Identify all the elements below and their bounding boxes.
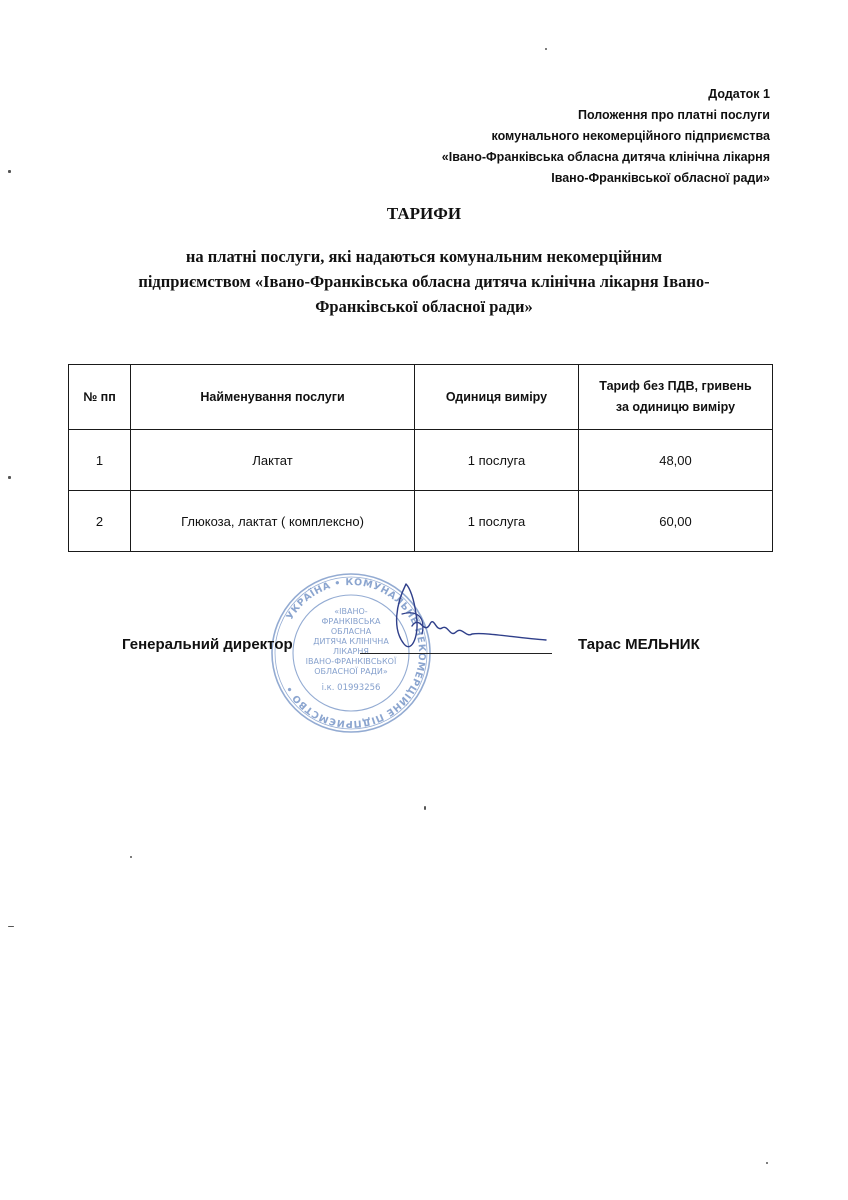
scan-speck [766,1162,768,1164]
cell-name: Глюкоза, лактат ( комплексно) [131,491,415,552]
seal-inner-line: ІВАНО-ФРАНКІВСЬКОЇ [305,657,397,666]
header-price [579,365,773,430]
header-unit: Одиниця виміру [415,365,579,430]
table-header-row [69,365,773,430]
cell-price: 48,00 [579,430,773,491]
appendix-line: Додаток 1 [708,87,770,101]
subtitle-line: на платні послуги, які надаються комунальним некомерційним [185,247,663,266]
seal-inner-line: ДИТЯЧА КЛІНІЧНА [313,637,389,646]
document-subtitle [60,244,788,319]
scan-speck [545,48,547,50]
scan-speck [8,476,11,479]
cell-num: 1 [69,430,131,491]
cell-unit: 1 послуга [415,491,579,552]
seal-inner-line: ЛІКАРНЯ [333,647,369,656]
seal-inner-line: ФРАНКІВСЬКА [321,617,381,626]
header-price-line: за одиницю виміру [615,400,736,414]
appendix-line: Івано-Франківської обласної ради» [551,171,770,185]
appendix-line: «Івано-Франківська обласна дитяча клінічна лікарня [441,150,770,164]
table-row [69,491,773,552]
tariffs-table [68,364,773,552]
appendix-header [442,84,770,189]
cell-name: Лактат [131,430,415,491]
seal-inner-line: ОБЛАСНОЇ РАДИ» [314,667,388,676]
cell-price: 60,00 [579,491,773,552]
seal-inner-line: «ІВАНО- [334,607,368,616]
seal-ring-text: УКРАЇНА • КОМУНАЛЬНЕ НЕКОМЕРЦІЙНЕ ПІДПРИЄМСТВО • [283,576,428,730]
scan-speck [130,856,132,858]
cell-unit: 1 послуга [415,430,579,491]
scan-speck [8,926,14,927]
subtitle-line: Франківської обласної ради» [315,297,533,316]
seal-code: і.к. 01993256 [321,683,381,693]
header-name: Найменування послуги [131,365,415,430]
appendix-line: комунального некомерційного підприємства [491,129,770,143]
scan-speck [424,806,426,810]
handwritten-signature [376,574,552,658]
appendix-line: Положення про платні послуги [577,108,770,122]
seal-inner-line: ОБЛАСНА [330,627,372,636]
cell-num: 2 [69,491,131,552]
director-position: Генеральний директор [122,636,293,653]
subtitle-line: підприємством «Івано-Франківська обласна дитяча клінічна лікарня Івано- [138,272,710,291]
header-num: № пп [69,365,131,430]
header-price-line: Тариф без ПДВ, гривень [599,379,752,393]
director-name: Тарас МЕЛЬНИК [578,636,700,653]
table-row [69,430,773,491]
scan-speck [8,170,11,173]
document-title: ТАРИФИ [386,204,462,223]
